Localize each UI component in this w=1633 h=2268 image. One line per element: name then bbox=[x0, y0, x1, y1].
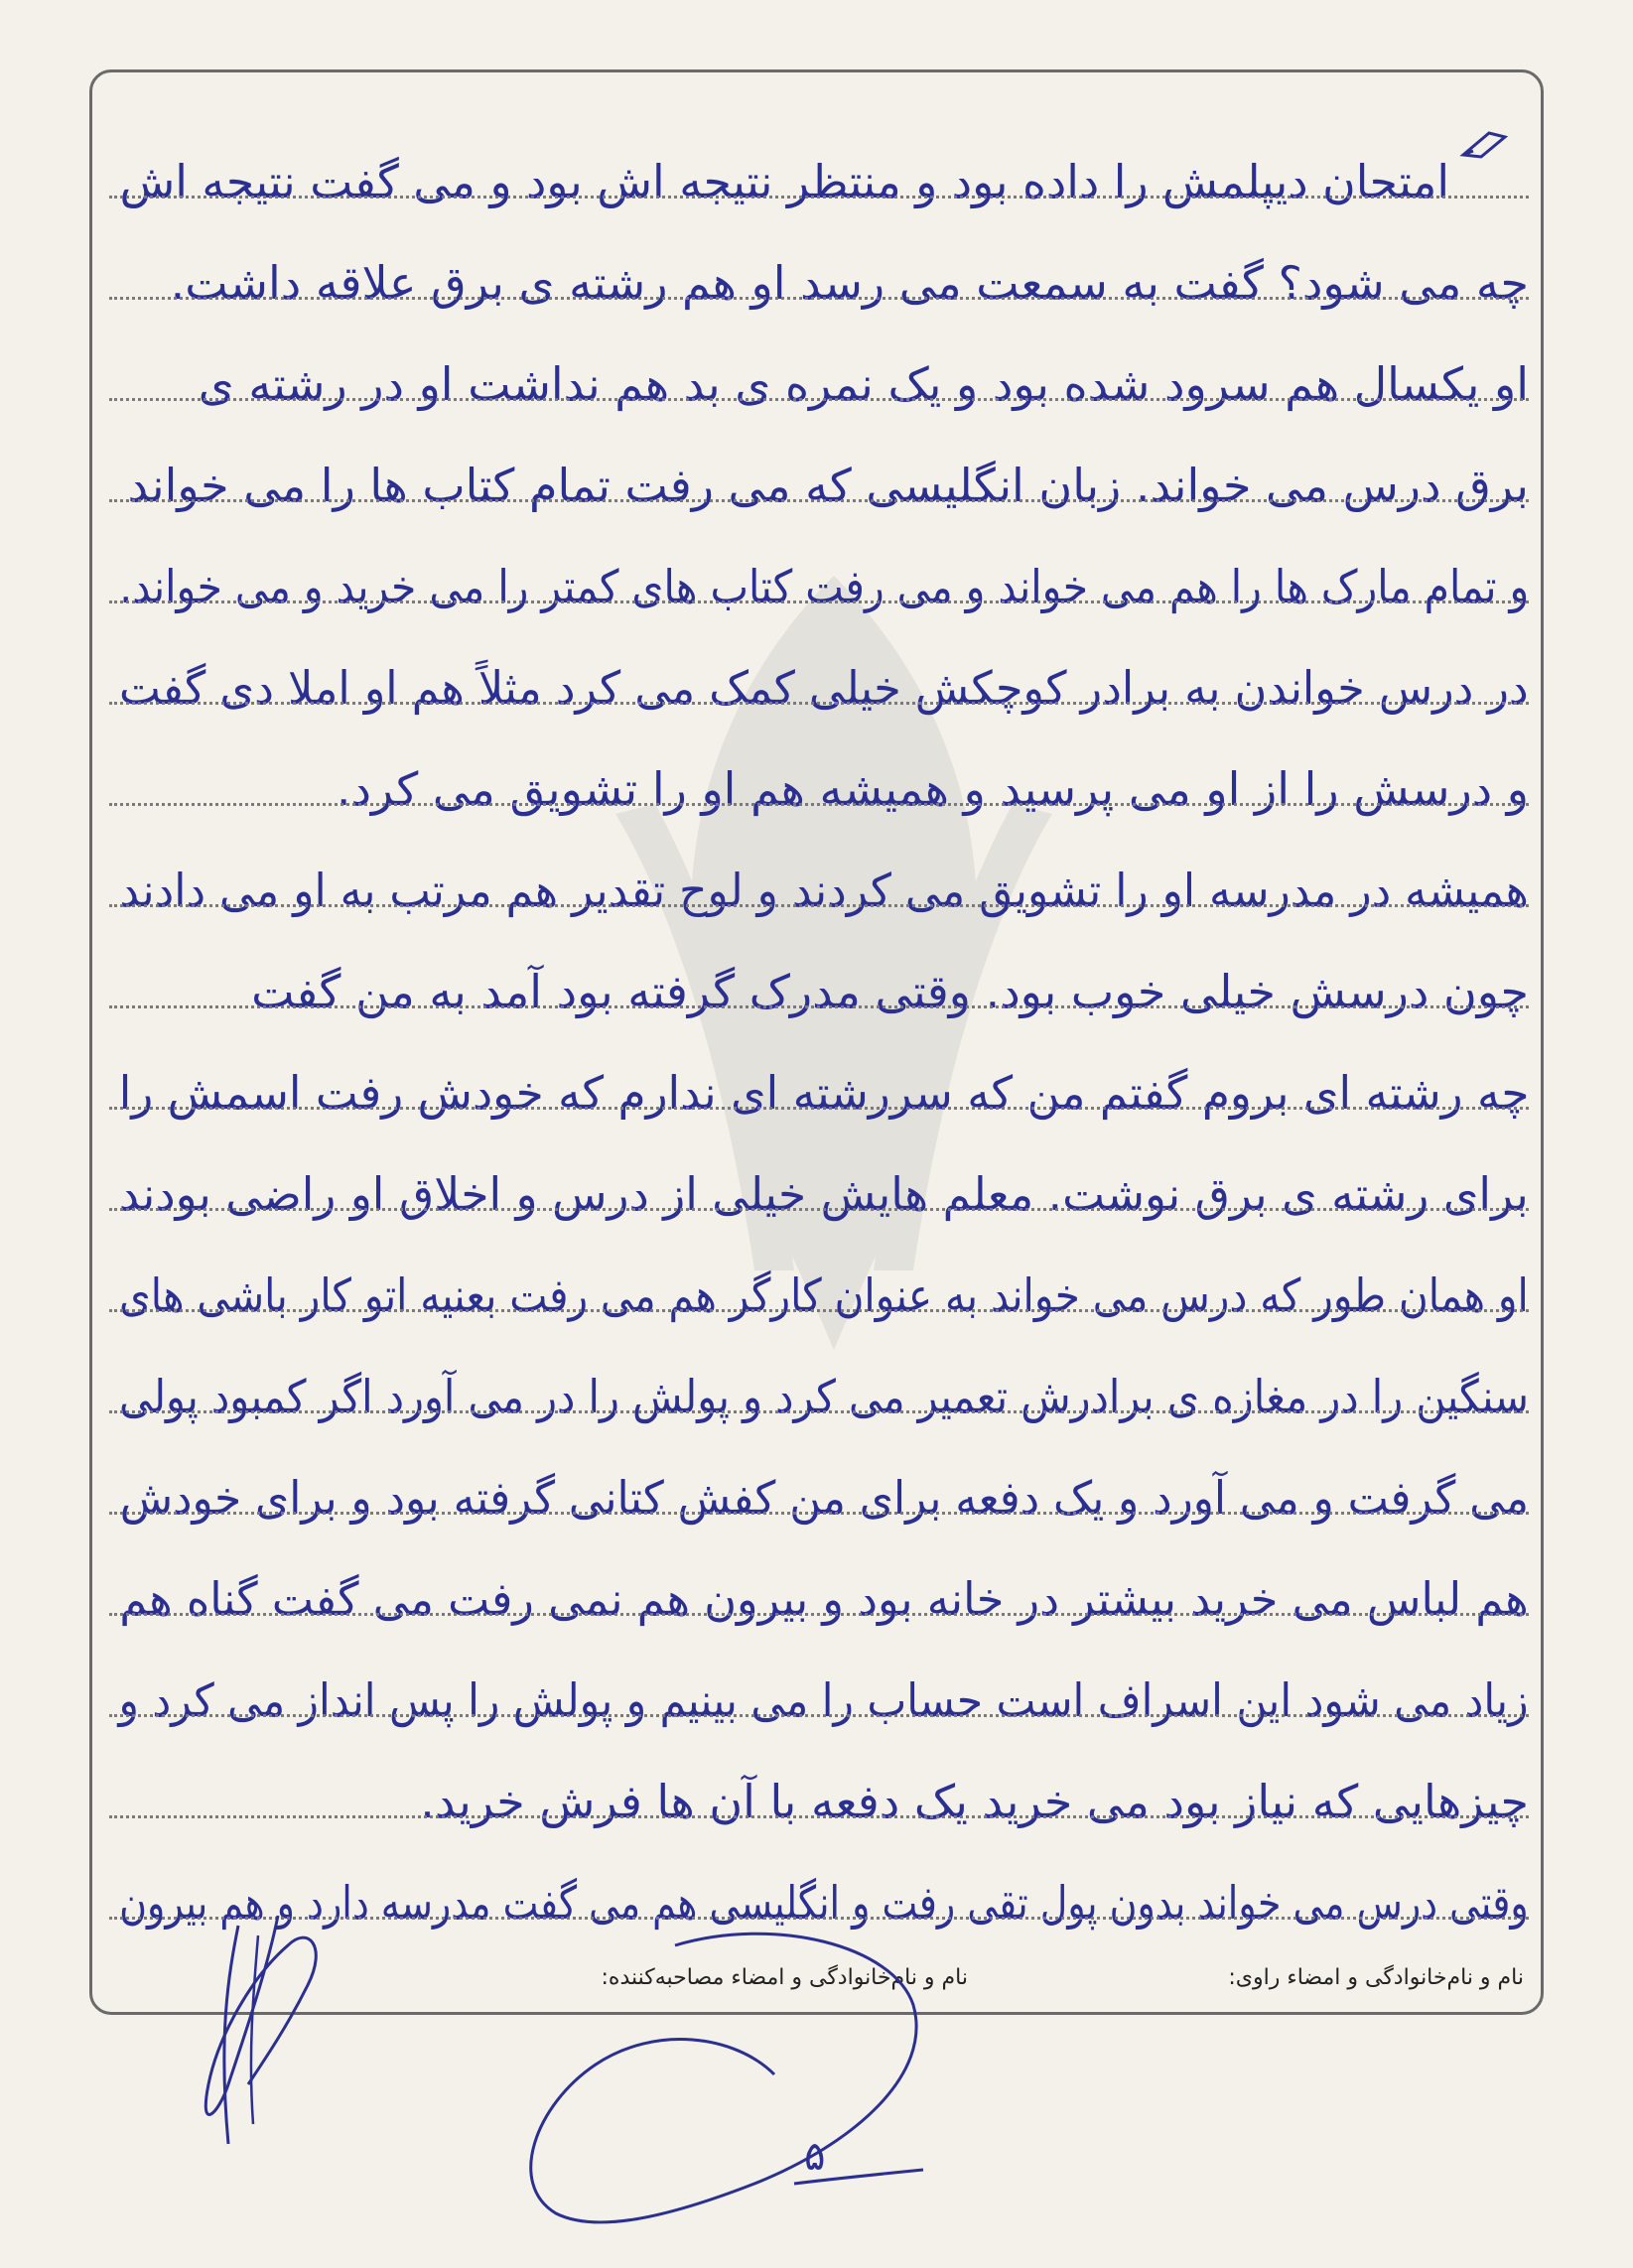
body-line-text: چون درسش خیلی خوب بود. وقتی مدرک گرفته بود آمد به من گفت bbox=[251, 965, 1529, 1018]
body-line bbox=[109, 1729, 1529, 1828]
body-line-text: زیاد می شود این اسراف است حساب را می بینیم و پولش را پس انداز می کرد و bbox=[118, 1673, 1529, 1727]
body-line-text: برای رشته ی برق نوشت. معلم هایش خیلی از درس و اخلاق او راضی بودند bbox=[118, 1167, 1529, 1221]
interviewee-signature-label: نام و نام‌خانوادگی و امضاء راوی: bbox=[1228, 1965, 1524, 1990]
body-line-text: هم لباس می خرید بیشتر در خانه بود و بیرون هم نمی رفت می گفت گناه هم bbox=[119, 1572, 1529, 1626]
body-line bbox=[109, 312, 1529, 411]
body-line bbox=[109, 919, 1529, 1018]
body-line-text: همیشه در مدرسه او را تشویق می کردند و لوح تقدیر هم مرتب به او می دادند bbox=[119, 864, 1529, 917]
body-line-text: امتحان دیپلمش را داده بود و منتظر نتیجه اش بود و می گفت نتیجه اش bbox=[119, 155, 1449, 208]
body-line-text: چیزهایی که نیاز بود می خرید یک دفعه با آن ها فرش خرید. bbox=[420, 1775, 1529, 1828]
body-line-text: می گرفت و می آورد و یک دفعه برای من کفش کتانی گرفته بود و برای خودش bbox=[119, 1471, 1529, 1525]
interviewer-signature-label: نام و نام‌خانوادگی و امضاء مصاحبه‌کننده: bbox=[601, 1965, 968, 1990]
body-line-text: وقتی درس می خواند بدون پول تقی رفت و انگلیسی هم می گفت مدرسه دارد و هم بیرون bbox=[119, 1876, 1529, 1930]
body-line-text: برق درس می خواند. زبان انگلیسی که می رفت تمام کتاب ها را می خواند bbox=[127, 459, 1529, 512]
body-line-text: و تمام مارک ها را هم می خواند و می رفت کتاب های کمتر را می خرید و می خواند. bbox=[119, 560, 1529, 613]
body-line bbox=[109, 210, 1529, 310]
body-line bbox=[109, 1324, 1529, 1423]
page-number: ۵ bbox=[804, 2134, 826, 2180]
body-line bbox=[109, 1020, 1529, 1120]
body-line bbox=[109, 1122, 1529, 1221]
body-line-text: او همان طور که درس می خواند به عنوان کارگر هم می رفت بعنیه اتو کار باشی های bbox=[119, 1268, 1529, 1322]
body-line bbox=[109, 1628, 1529, 1727]
body-line-text: او یکسال هم سرود شده بود و یک نمره ی بد هم نداشت او در رشته ی bbox=[198, 357, 1529, 411]
body-line-text: در درس خواندن به برادر کوچکش خیلی کمک می کرد مثلاً هم او املا دی گفت bbox=[119, 661, 1529, 715]
body-line bbox=[109, 615, 1529, 715]
body-line bbox=[109, 1527, 1529, 1626]
body-line bbox=[109, 1425, 1529, 1525]
handwritten-signature bbox=[79, 1886, 973, 2253]
body-line-text: و درسش را از او می پرسید و همیشه هم او را تشویق می کرد. bbox=[336, 762, 1529, 816]
body-line bbox=[109, 109, 1529, 208]
body-line bbox=[109, 514, 1529, 613]
body-line bbox=[109, 717, 1529, 816]
body-line-text: چه می شود؟ گفت به سمعت می رسد او هم رشته ی برق علاقه داشت. bbox=[170, 256, 1529, 310]
body-line-text: چه رشته ای بروم گفتم من که سررشته ای ندارم که خودش رفت اسمش را bbox=[118, 1066, 1529, 1120]
body-line bbox=[109, 413, 1529, 512]
body-line-text: سنگین را در مغازه ی برادرش تعمیر می کرد و پولش را در می آورد اگر کمبود پولی bbox=[119, 1370, 1529, 1423]
body-line bbox=[109, 818, 1529, 917]
body-line bbox=[109, 1223, 1529, 1322]
